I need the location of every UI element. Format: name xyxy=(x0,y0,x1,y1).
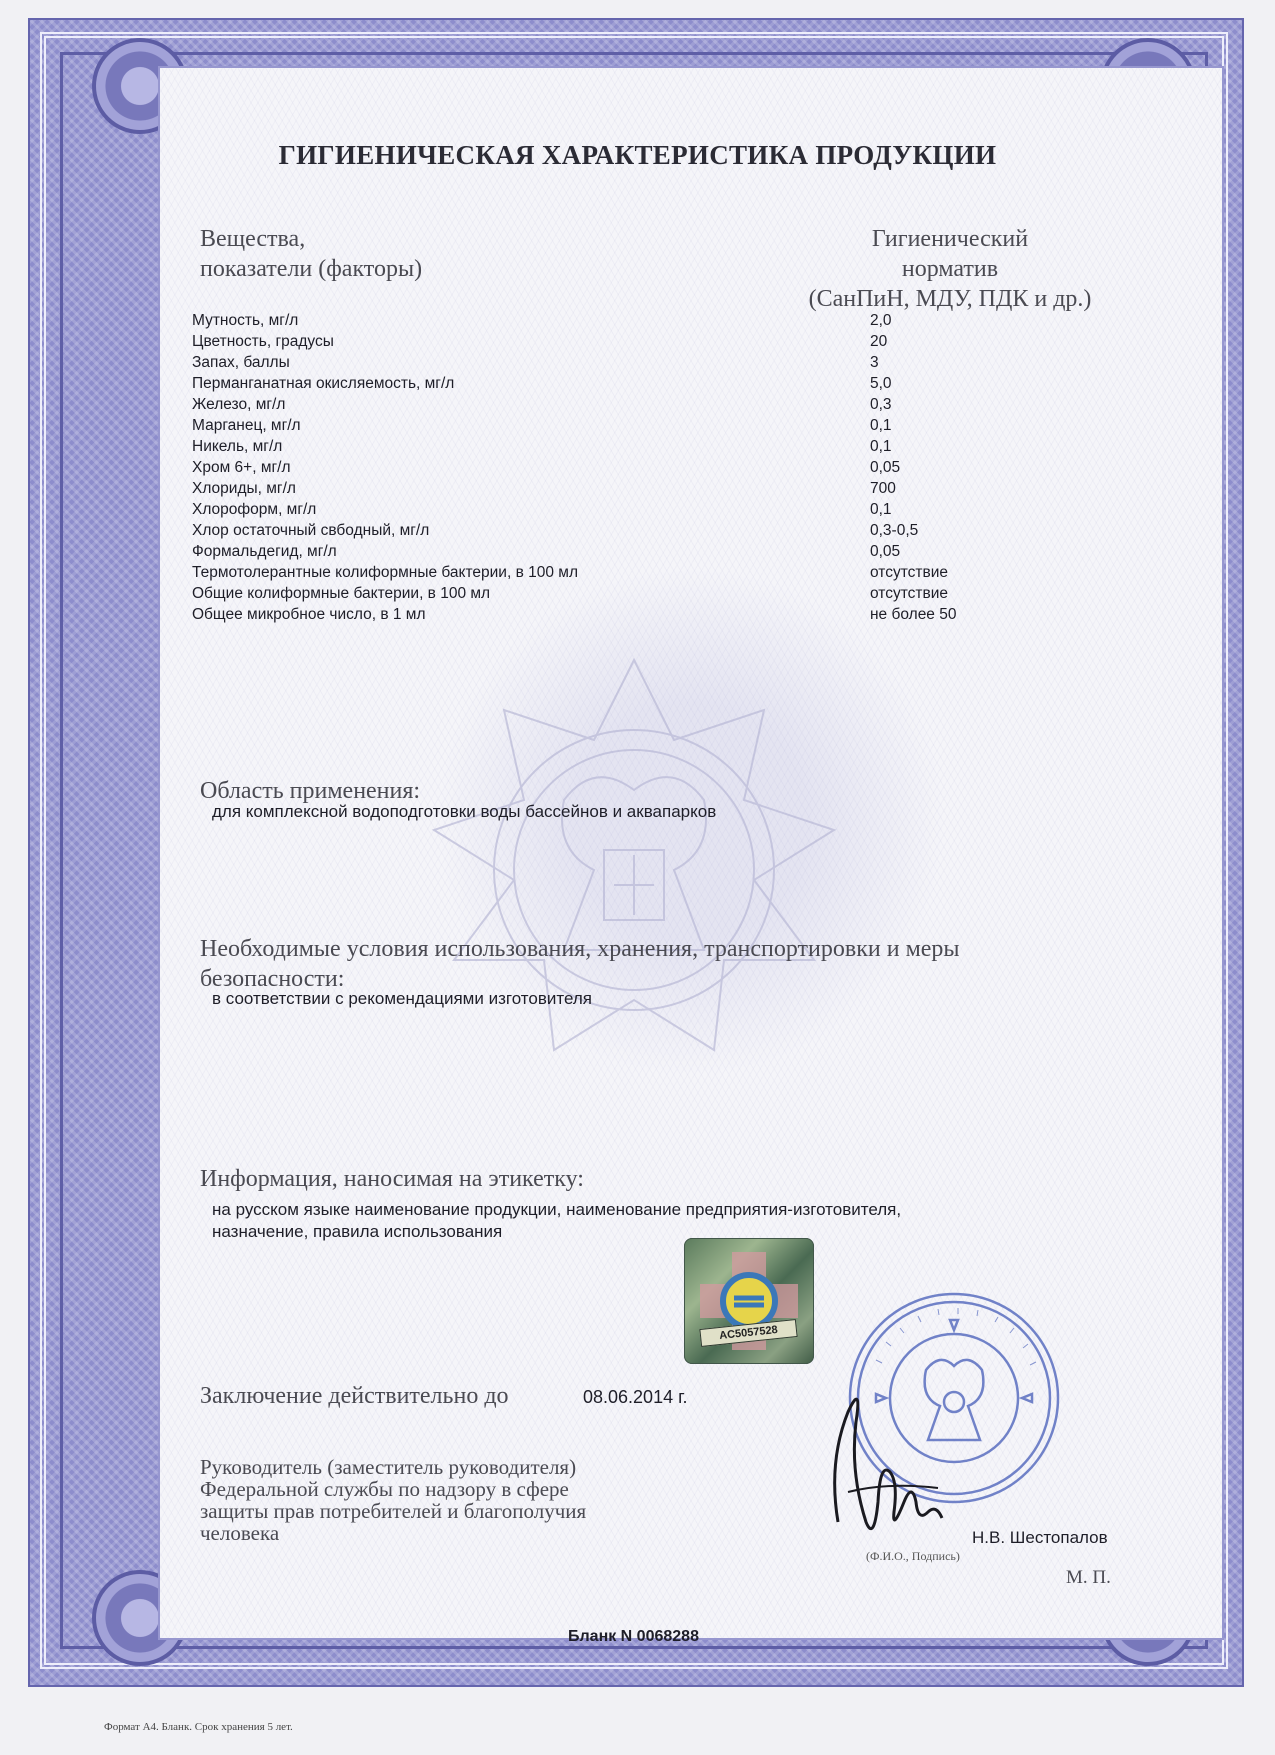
label-info-line: назначение, правила использования xyxy=(212,1222,503,1241)
table-row xyxy=(192,352,1092,373)
head-position xyxy=(200,1456,666,1544)
head-position-line: Руководитель (заместитель руководителя) xyxy=(200,1455,577,1479)
header-text: норматив xyxy=(901,256,999,282)
indicator-name: Хлор остаточный свбодный, мг/л xyxy=(192,522,430,539)
table-row xyxy=(192,499,1092,520)
indicator-name: Железо, мг/л xyxy=(192,396,286,413)
table-row xyxy=(192,457,1092,478)
indicator-name: Хлороформ, мг/л xyxy=(192,501,317,518)
indicators-table xyxy=(192,310,1092,625)
table-row xyxy=(192,331,1092,352)
indicator-name: Запах, баллы xyxy=(192,354,290,371)
header-text: Вещества, xyxy=(200,226,306,252)
indicator-name: Хром 6+, мг/л xyxy=(192,459,291,476)
signature-caption: (Ф.И.О., Подпись) xyxy=(866,1549,960,1563)
indicator-name: Общие колиформные бактерии, в 100 мл xyxy=(192,585,491,602)
table-row xyxy=(192,415,1092,436)
table-row xyxy=(192,541,1092,562)
table-row xyxy=(192,310,1092,331)
indicator-name: Термотолерантные колиформные бактерии, в 100 мл xyxy=(192,564,578,581)
table-row xyxy=(192,373,1092,394)
column-header-substances xyxy=(200,224,560,284)
table-row xyxy=(192,520,1092,541)
watermark-emblem-icon xyxy=(414,650,854,1090)
head-name: Н.В. Шестопалов xyxy=(972,1528,1108,1547)
indicator-value: 20 xyxy=(870,333,888,350)
indicator-name: Перманганатная окисляемость, мг/л xyxy=(192,375,455,392)
indicator-value: 2,0 xyxy=(870,312,892,329)
table-row xyxy=(192,604,1092,625)
validity-date: 08.06.2014 г. xyxy=(583,1387,688,1407)
column-header-norm xyxy=(780,224,1120,314)
indicator-name: Никель, мг/л xyxy=(192,438,283,455)
label-info-label: Информация, наносимая на этикетку: xyxy=(200,1166,584,1192)
header-text: Гигиенический xyxy=(871,226,1029,252)
signature-mark xyxy=(818,1372,948,1560)
conditions-label-line: Необходимые условия использования, хранения, транспортировки и меры xyxy=(200,936,960,962)
label-info-text xyxy=(212,1199,901,1243)
indicator-value: 700 xyxy=(870,480,896,497)
scope-text: для комплексной водоподготовки воды бассейнов и аквапарков xyxy=(212,802,717,821)
table-row xyxy=(192,394,1092,415)
hologram-code: AC5057528 xyxy=(699,1319,797,1347)
label-info-line: на русском языке наименование продукции, наименование предприятия-изготовителя, xyxy=(212,1200,902,1219)
blank-number: Бланк N 0068288 xyxy=(568,1628,699,1645)
indicator-value: 5,0 xyxy=(870,375,892,392)
document-title: ГИГИЕНИЧЕСКАЯ ХАРАКТЕРИСТИКА ПРОДУКЦИИ xyxy=(278,140,997,170)
table-row xyxy=(192,583,1092,604)
indicator-value: 0,1 xyxy=(870,501,892,518)
table-row xyxy=(192,436,1092,457)
indicator-value: 0,05 xyxy=(870,459,901,476)
indicator-value: 0,05 xyxy=(870,543,901,560)
indicator-value: отсутствие xyxy=(870,564,948,581)
indicator-name: Цветность, градусы xyxy=(192,333,334,350)
seal-place-mark: М. П. xyxy=(1066,1567,1111,1588)
indicator-value: 0,3 xyxy=(870,396,892,413)
scope-label: Область применения: xyxy=(200,778,421,804)
indicator-name: Общее микробное число, в 1 мл xyxy=(192,606,426,623)
table-row xyxy=(192,562,1092,583)
indicator-value: 0,1 xyxy=(870,417,892,434)
conditions-text: в соответствии с рекомендациями изготовителя xyxy=(212,989,592,1008)
indicator-value: 3 xyxy=(870,354,879,371)
indicator-value: 0,1 xyxy=(870,438,892,455)
indicator-name: Хлориды, мг/л xyxy=(192,480,296,497)
indicator-name: Мутность, мг/л xyxy=(192,312,299,329)
head-position-line: человека xyxy=(200,1521,280,1545)
head-position-line: Федеральной службы по надзору в сфере xyxy=(200,1477,569,1501)
indicator-value: не более 50 xyxy=(870,606,957,623)
head-position-line: защиты прав потребителей и благополучия xyxy=(200,1499,587,1523)
validity-label: Заключение действительно до xyxy=(200,1383,509,1409)
indicator-value: 0,3-0,5 xyxy=(870,522,919,539)
indicator-value: отсутствие xyxy=(870,585,948,602)
footer-note: Формат А4. Бланк. Срок хранения 5 лет. xyxy=(104,1721,293,1733)
conditions-label-line: безопасности: xyxy=(200,966,345,992)
header-text: показатели (факторы) xyxy=(200,256,423,282)
indicator-name: Формальдегид, мг/л xyxy=(192,543,337,560)
conditions-label xyxy=(200,934,960,994)
table-row xyxy=(192,478,1092,499)
indicator-name: Марганец, мг/л xyxy=(192,417,301,434)
header-text: (СанПиН, МДУ, ПДК и др.) xyxy=(808,286,1092,312)
